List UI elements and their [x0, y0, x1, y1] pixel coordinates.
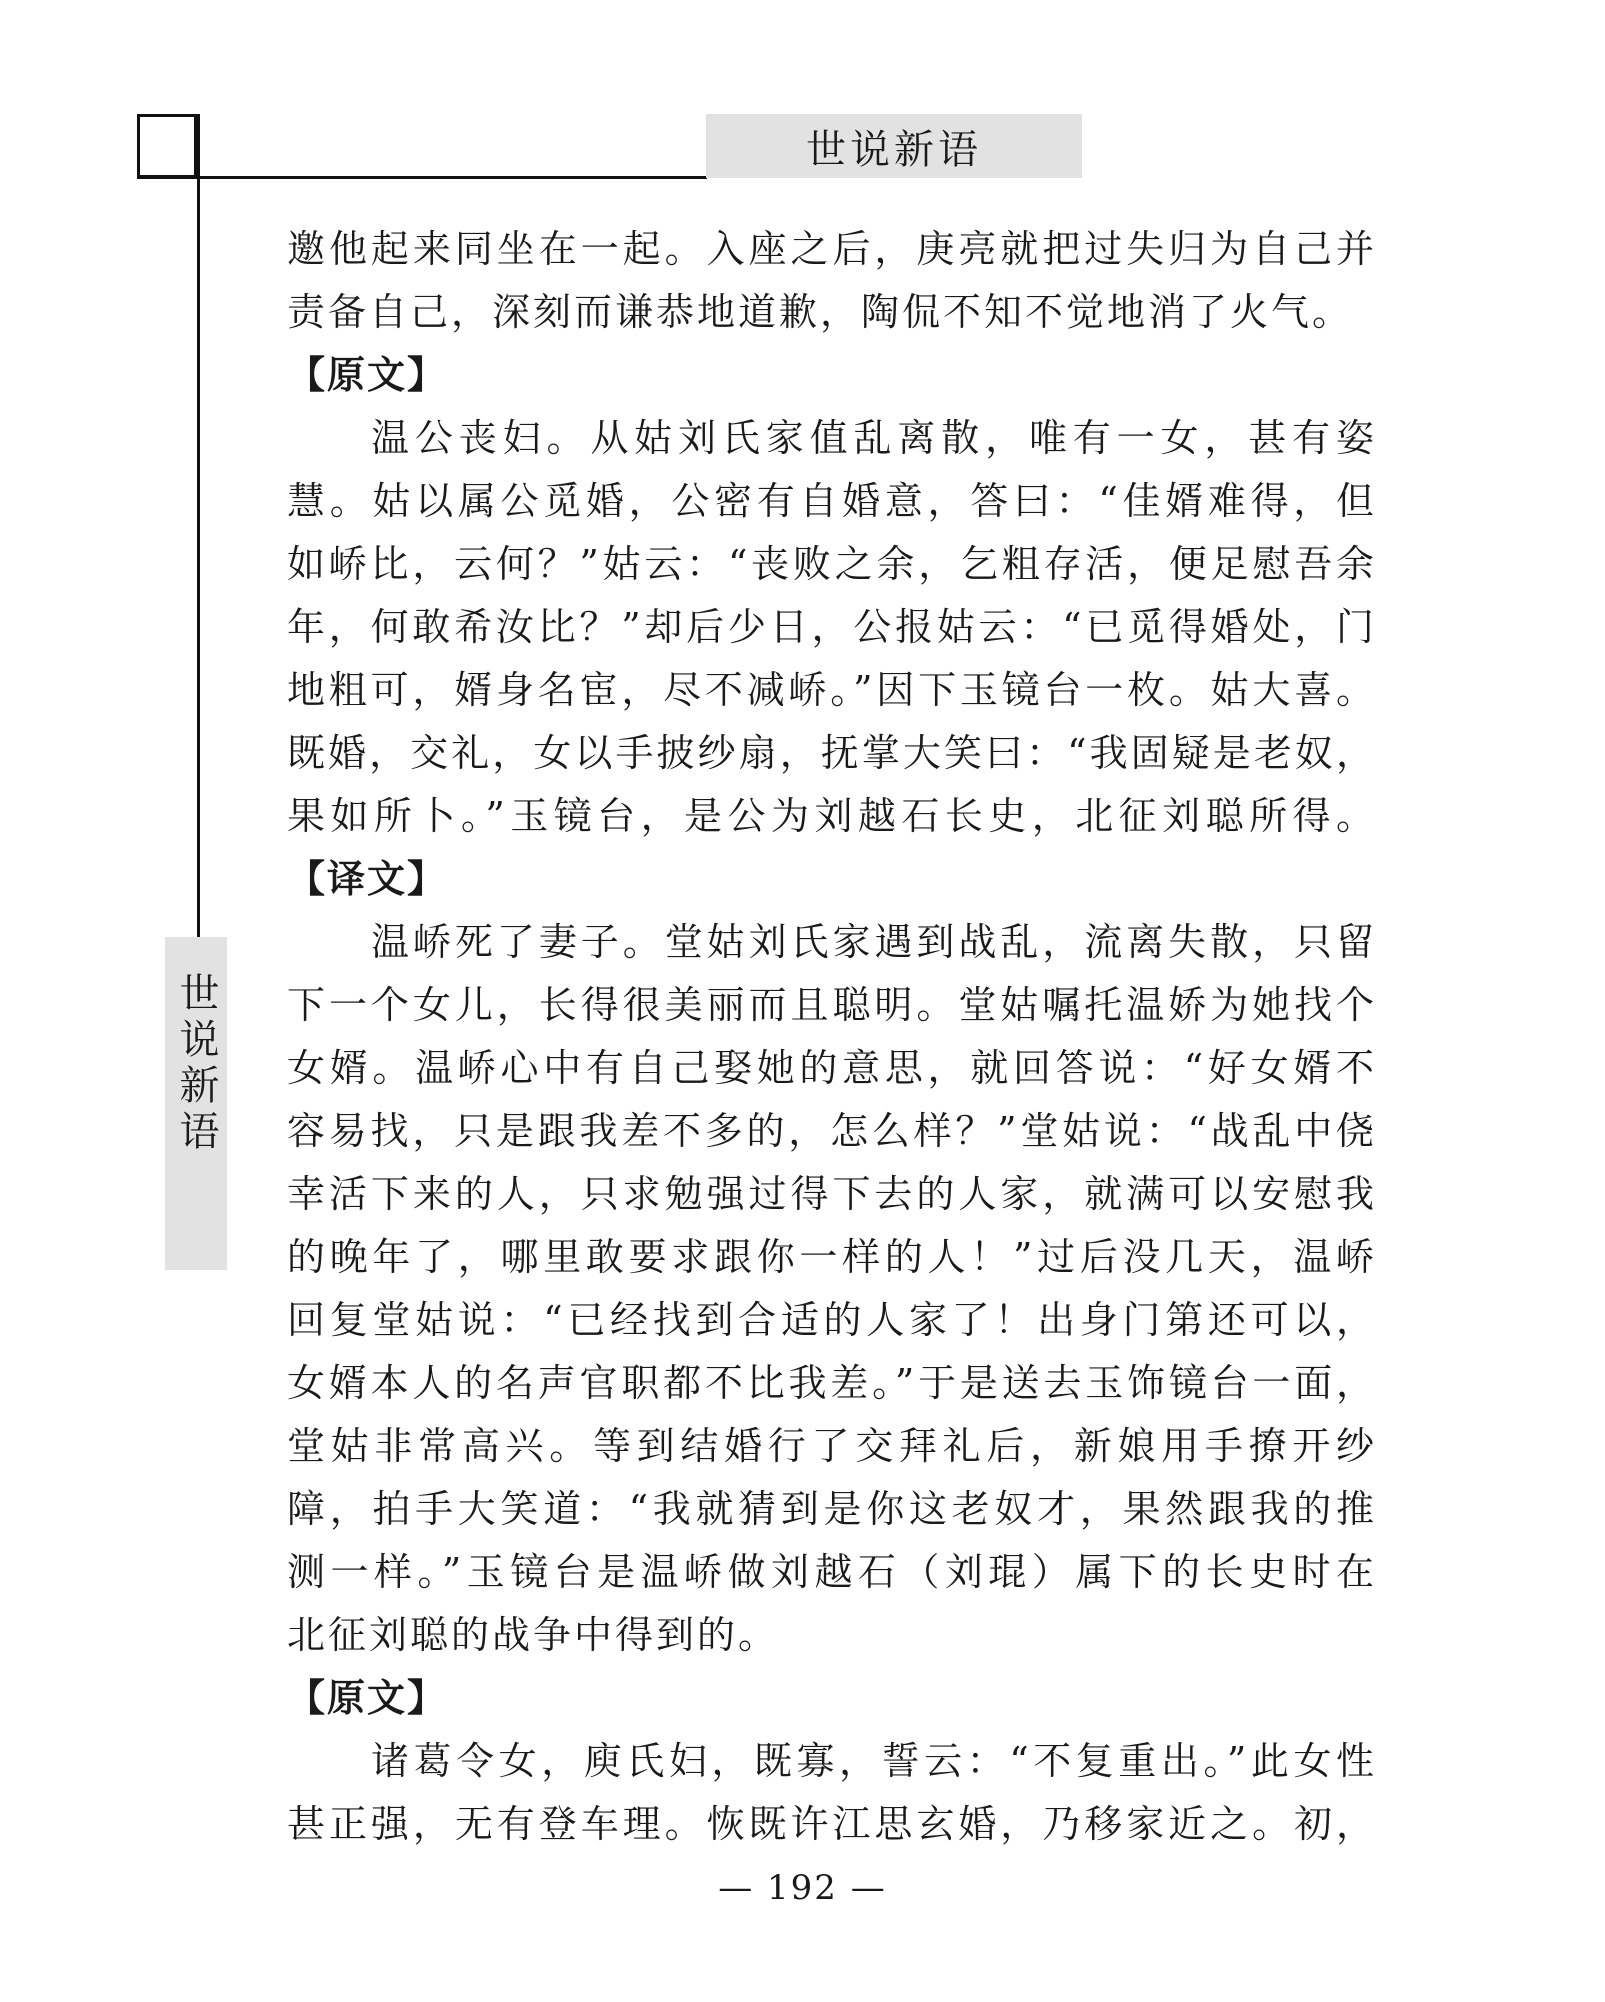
body-line: 邀他起来同坐在一起。入座之后，庚亮就把过失归为自己并	[287, 227, 1377, 271]
book-title: 世说新语	[806, 126, 982, 173]
body-line: 温峤死了妻子。堂姑刘氏家遇到战乱，流离失散，只留	[371, 920, 1377, 964]
body-line: 北征刘聪的战争中得到的。	[287, 1613, 780, 1657]
body-line: 温公丧妇。从姑刘氏家值乱离散，唯有一女，甚有姿	[371, 416, 1377, 460]
section-heading-translation: 【译文】	[287, 857, 448, 901]
body-line: 堂姑非常高兴。等到结婚行了交拜礼后，新娘用手撩开纱	[287, 1424, 1377, 1468]
running-header	[706, 114, 1082, 178]
body-line: 慧。姑以属公觅婚，公密有自婚意，答曰：“佳婿难得，但	[287, 479, 1377, 523]
body-line: 年，何敢希汝比？”却后少日，公报姑云：“已觅得婚处，门	[287, 605, 1377, 649]
body-line: 既婚，交礼，女以手披纱扇，抚掌大笑曰：“我固疑是老奴，	[287, 731, 1377, 775]
frame-horizontal-rule	[137, 176, 707, 179]
body-line: 障，拍手大笑道：“我就猜到是你这老奴才，果然跟我的推	[287, 1487, 1377, 1531]
body-line: 下一个女儿，长得很美丽而且聪明。堂姑嘱托温娇为她找个	[287, 983, 1377, 1027]
section-heading-original: 【原文】	[287, 353, 448, 397]
side-tab	[165, 937, 227, 1270]
body-line: 测一样。”玉镜台是温峤做刘越石（刘琨）属下的长史时在	[287, 1550, 1377, 1594]
page-number: — 192 —	[718, 1868, 887, 1908]
body-line: 如峤比，云何？”姑云：“丧败之余，乞粗存活，便足慰吾余	[287, 542, 1377, 586]
body-line: 女婿本人的名声官职都不比我差。”于是送去玉饰镜台一面，	[287, 1361, 1377, 1405]
body-line: 责备自己，深刻而谦恭地道歉，陶侃不知不觉地消了火气。	[287, 290, 1354, 334]
corner-frame	[137, 114, 197, 178]
page-body	[287, 218, 1377, 1856]
body-line: 诸葛令女，庾氏妇，既寡，誓云：“不复重出。”此女性	[371, 1739, 1377, 1783]
body-line: 容易找，只是跟我差不多的，怎么样？”堂姑说：“战乱中侥	[287, 1109, 1377, 1153]
body-line: 的晚年了，哪里敢要求跟你一样的人！”过后没几天，温峤	[287, 1235, 1377, 1279]
frame-vertical-rule	[197, 114, 200, 937]
section-heading-original: 【原文】	[287, 1676, 448, 1720]
body-line: 女婿。温峤心中有自己娶她的意思，就回答说：“好女婿不	[287, 1046, 1377, 1090]
body-line: 甚正强，无有登车理。恢既许江思玄婚，乃移家近之。初，	[287, 1802, 1377, 1846]
body-line: 幸活下来的人，只求勉强过得下去的人家，就满可以安慰我	[287, 1172, 1377, 1216]
body-line: 回复堂姑说：“已经找到合适的人家了！出身门第还可以，	[287, 1298, 1377, 1342]
body-line: 地粗可，婿身名宦，尽不减峤。”因下玉镜台一枚。姑大喜。	[287, 668, 1377, 712]
side-tab-label: 世说新语	[173, 972, 219, 1156]
body-line: 果如所卜。”玉镜台，是公为刘越石长史，北征刘聪所得。	[287, 794, 1377, 838]
